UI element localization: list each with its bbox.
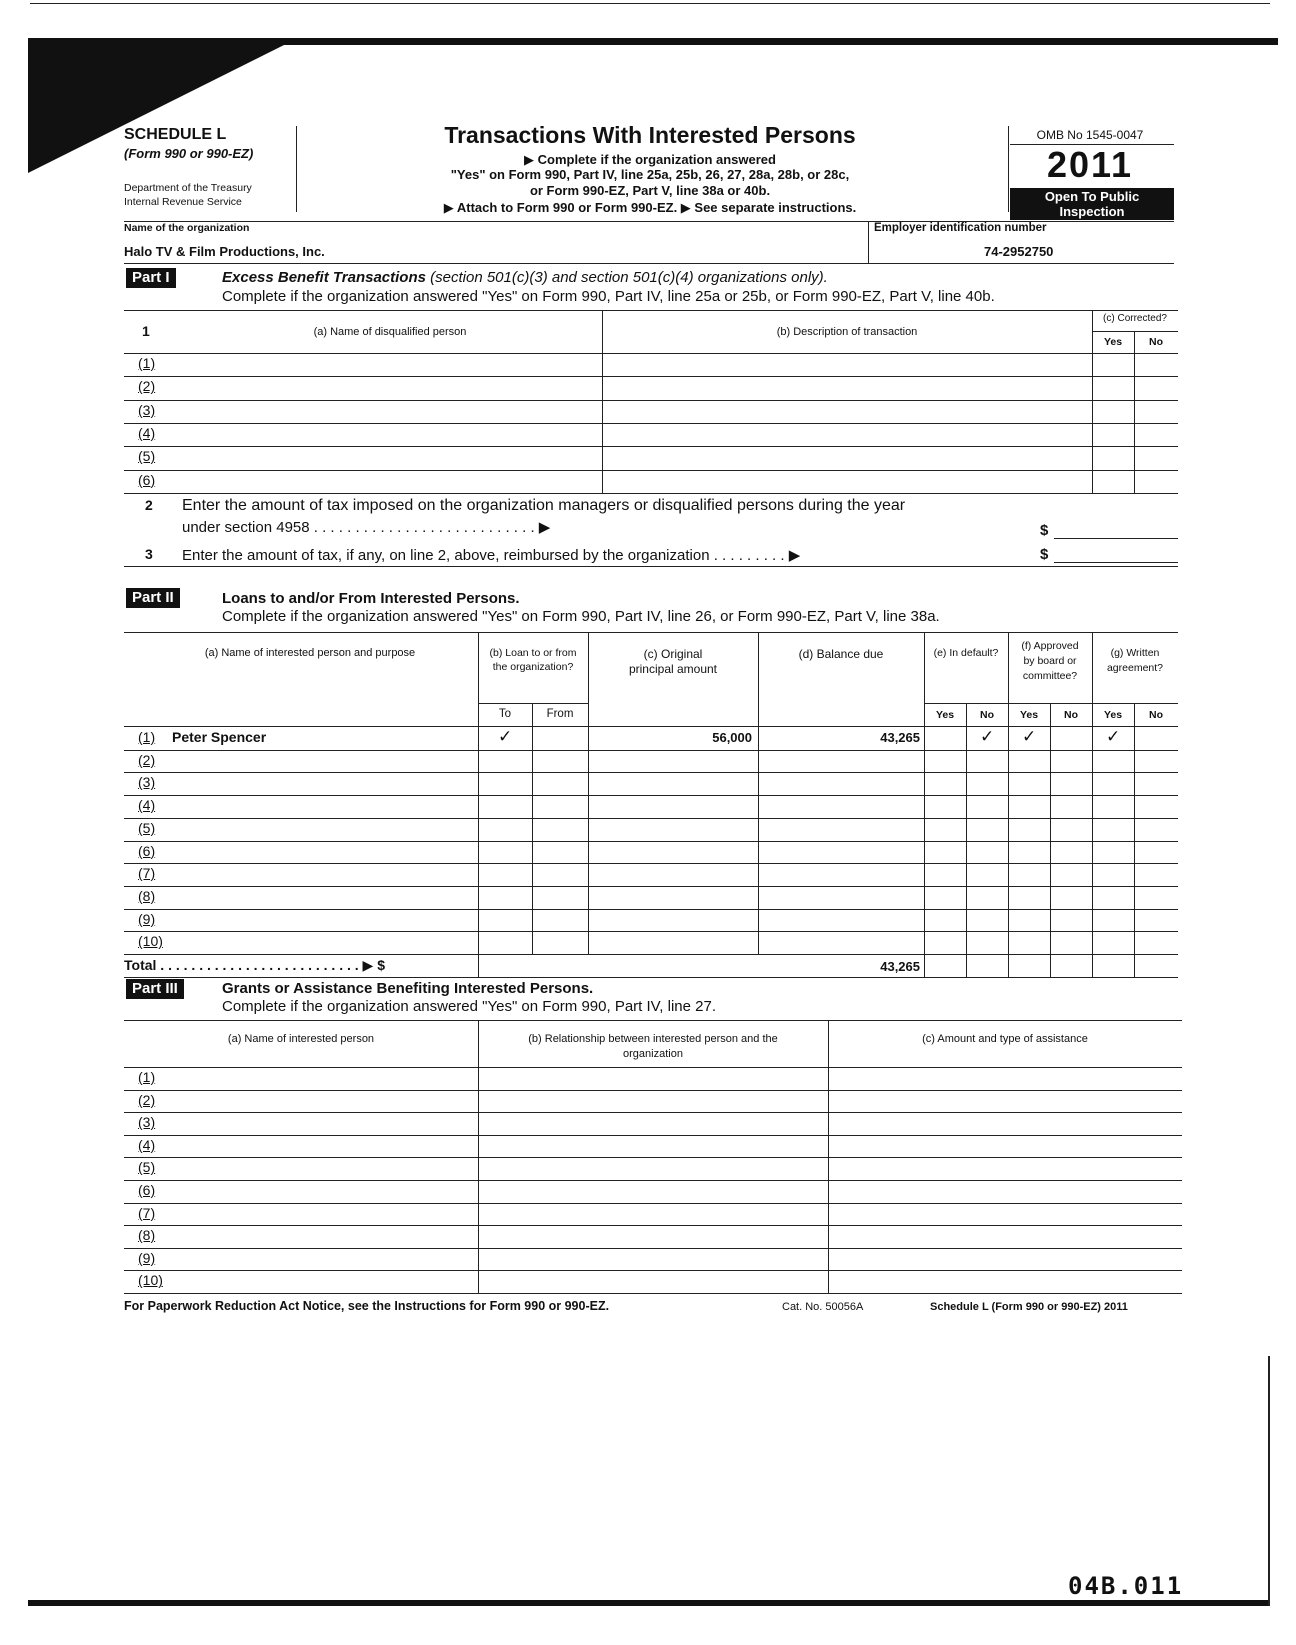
part2-row-number: (9) [138, 910, 156, 927]
part2-total-label: Total . . . . . . . . . . . . . . . . . . . . . . . . . . ▶ $ [124, 957, 385, 973]
part1-row-line[interactable] [124, 446, 1178, 447]
part1-line-3-text: Enter the amount of tax, if any, on line 2, above, reimbursed by the organization . . . . . . . . . ▶ [182, 547, 801, 564]
omb-number: OMB No 1545-0047 [1036, 128, 1144, 142]
part2-vline-c [588, 632, 589, 954]
part2-vline-f-no [1050, 703, 1051, 977]
part2-total-bottom [124, 977, 1178, 978]
part2-row-line[interactable] [124, 909, 1178, 910]
part2-row-number: (8) [138, 887, 156, 904]
part3-row-number: (8) [138, 1227, 156, 1244]
part3-row-line[interactable] [124, 1293, 1182, 1294]
part2-to-header: To [498, 708, 512, 720]
part1-col-c-header: (c) Corrected? [1103, 313, 1167, 324]
part2-row-line[interactable] [124, 863, 1178, 864]
part2-row-number: (6) [138, 842, 156, 859]
part3-row-line[interactable] [124, 1225, 1182, 1226]
part1-line-3-dollar: $ [1040, 546, 1049, 563]
part1-col-c-split [1092, 331, 1178, 332]
part2-row-number: (7) [138, 865, 156, 882]
part2-g-yes-header: Yes [1103, 709, 1123, 721]
part1-line-2-dollar: $ [1040, 522, 1049, 539]
header-left-divider [296, 126, 297, 212]
footer-paperwork-notice: For Paperwork Reduction Act Notice, see the Instructions for Form 990 or 990-EZ. [124, 1299, 610, 1313]
part3-row-line[interactable] [124, 1203, 1182, 1204]
part1-row-number: (2) [138, 378, 156, 395]
part2-row-line[interactable] [124, 795, 1178, 796]
part2-col-f-header-2: by board or [1023, 655, 1077, 667]
part2-subheader-rule-right [924, 703, 1178, 704]
part2-row-number: (1) [138, 729, 156, 745]
part2-col-f-header-3: committee? [1022, 670, 1078, 682]
part1-col-b-header: (b) Description of transaction [776, 326, 918, 338]
part2-header-bottom [124, 726, 1178, 727]
part2-col-c-header-1: (c) Original [643, 647, 703, 661]
part3-row-number: (9) [138, 1249, 156, 1266]
part2-row-line[interactable] [124, 818, 1178, 819]
part1-label: Part I [126, 268, 176, 288]
part2-col-c-header-2: principal amount [628, 662, 718, 676]
part2-row-line[interactable] [124, 772, 1178, 773]
part1-line-2-text: Enter the amount of tax imposed on the organization managers or disqualified persons during the year [182, 497, 906, 514]
part2-vline-g-no [1134, 703, 1135, 977]
part1-line-1-number: 1 [142, 323, 150, 339]
part1-col-a-header: (a) Name of disqualified person [313, 326, 467, 338]
form-title: Transactions With Interested Persons [444, 122, 856, 148]
bottom-stamp: 04B.011 [1068, 1572, 1184, 1600]
part2-col-a-header: (a) Name of interested person and purpose [204, 647, 416, 659]
part1-subtitle: Complete if the organization answered "Yes" on Form 990, Part IV, line 25a or 25b, or Form 990-EZ, Part V, line 40b. [222, 288, 995, 305]
part1-row-number: (1) [138, 355, 156, 371]
part2-col-d-header: (d) Balance due [798, 647, 884, 661]
header-right-divider [1008, 126, 1009, 212]
org-row-bottom [124, 263, 1174, 264]
part2-row1-default-no-check[interactable]: ✓ [980, 727, 995, 746]
part1-title: Excess Benefit Transactions [222, 269, 426, 286]
part2-row-number: (5) [138, 819, 156, 836]
instruction-line-2: "Yes" on Form 990, Part IV, line 25a, 25b, 26, 27, 28a, 28b, or 28c, [450, 167, 850, 182]
part3-row-number: (2) [138, 1091, 156, 1108]
part3-row-line[interactable] [124, 1135, 1182, 1136]
part2-col-b-header-1: (b) Loan to or from [489, 647, 577, 659]
part1-line-2-text-b: under section 4958 . . . . . . . . . . . . . . . . . . . . . . . . . . . ▶ [182, 519, 551, 536]
part3-col-b-header-2: organization [623, 1048, 683, 1060]
tax-year: 2011 [1046, 144, 1134, 185]
part1-row-number: (5) [138, 448, 156, 465]
right-scan-edge [1268, 1356, 1270, 1606]
part3-row-line[interactable] [124, 1112, 1182, 1113]
part3-title: Grants or Assistance Benefiting Interested Persons. [222, 980, 594, 997]
part2-col-g-header-1: (g) Written [1110, 647, 1160, 659]
part2-row1-balance: 43,265 [880, 730, 920, 745]
part3-vline-b [478, 1020, 479, 1293]
part2-subheader-rule [478, 703, 588, 704]
part2-label: Part II [126, 588, 180, 608]
part2-subtitle: Complete if the organization answered "Yes" on Form 990, Part IV, line 26, or Form 990-EZ, Part V, line 38a. [222, 608, 940, 625]
part3-row-line[interactable] [124, 1180, 1182, 1181]
department-line-2: Internal Revenue Service [124, 196, 242, 208]
part1-row-line[interactable] [124, 470, 1178, 471]
part3-col-a-header: (a) Name of interested person [227, 1033, 375, 1045]
part2-row-number: (4) [138, 797, 156, 814]
part3-top-rule [124, 1020, 1182, 1021]
part2-vline-from [532, 703, 533, 954]
part2-row1-to-check[interactable]: ✓ [498, 727, 513, 746]
part2-row-number: (2) [138, 751, 156, 768]
part1-vline-no [1134, 331, 1135, 493]
part2-vline-g [1092, 632, 1093, 977]
part2-col-g-header-2: agreement? [1106, 662, 1164, 674]
part1-row-number: (6) [138, 471, 156, 488]
part3-row-number: (3) [138, 1114, 156, 1131]
ein-divider [868, 221, 869, 263]
part2-title: Loans to and/or From Interested Persons. [222, 590, 520, 607]
part3-row-number: (5) [138, 1159, 156, 1176]
footer-cat-number: Cat. No. 50056A [782, 1301, 864, 1313]
part3-row-line[interactable] [124, 1248, 1182, 1249]
part3-row-line[interactable] [124, 1090, 1182, 1091]
part1-no-header: No [1149, 336, 1163, 348]
part2-f-no-header: No [1064, 709, 1078, 721]
part3-row-line[interactable] [124, 1270, 1182, 1271]
part3-header-bottom [124, 1067, 1182, 1068]
org-name-value: Halo TV & Film Productions, Inc. [124, 244, 325, 259]
org-name-label: Name of the organization [124, 222, 250, 234]
part3-col-c-header: (c) Amount and type of assistance [922, 1033, 1088, 1045]
schedule-label: SCHEDULE L [124, 126, 227, 143]
part3-row-number: (4) [138, 1136, 156, 1153]
part2-vline-d [758, 632, 759, 954]
part1-row-number: (4) [138, 424, 156, 441]
part1-line-2-number: 2 [145, 497, 153, 513]
top-scan-line [30, 3, 1270, 4]
part1-bottom-rule [124, 566, 1178, 567]
part2-row-line[interactable] [124, 886, 1178, 887]
open-to-public-line-2: Inspection [1059, 204, 1125, 219]
part3-subtitle: Complete if the organization answered "Yes" on Form 990, Part IV, line 27. [222, 998, 716, 1015]
instruction-line-1: ▶ Complete if the organization answered [524, 152, 776, 167]
part1-row-line[interactable] [124, 376, 1178, 377]
bottom-border-bar [28, 1600, 1268, 1606]
instruction-line-4: ▶ Attach to Form 990 or Form 990-EZ. ▶ See separate instructions. [443, 200, 857, 215]
part1-line-3-input[interactable] [1054, 562, 1178, 563]
part2-col-f-header-1: (f) Approved [1021, 640, 1079, 652]
part3-row-number: (1) [138, 1069, 156, 1085]
part2-vline-e-no [966, 703, 967, 977]
part1-vline-c [1092, 310, 1093, 493]
part2-row-number: (10) [138, 933, 163, 950]
part2-row1-original: 56,000 [712, 730, 752, 745]
part2-e-no-header: No [980, 709, 994, 721]
part3-row-number: (7) [138, 1204, 156, 1221]
part1-vline-b [602, 310, 603, 493]
part2-row1-approved-yes-check[interactable]: ✓ [1022, 727, 1037, 746]
part2-row-line[interactable] [124, 841, 1178, 842]
part1-yes-header: Yes [1103, 336, 1123, 348]
part1-line-3-number: 3 [145, 546, 153, 562]
part2-row-line[interactable] [124, 954, 1178, 955]
part1-top-rule [124, 310, 1178, 311]
part2-vline-e [924, 632, 925, 977]
part1-row-line[interactable] [124, 423, 1178, 424]
part2-row1-name: Peter Spencer [172, 729, 267, 745]
part2-f-yes-header: Yes [1019, 709, 1039, 721]
part2-g-no-header: No [1149, 709, 1163, 721]
part2-row-line[interactable] [124, 931, 1178, 932]
part1-row-line[interactable] [124, 493, 1178, 494]
part3-row-number: (10) [138, 1272, 163, 1289]
part2-total-value: 43,265 [880, 959, 920, 974]
part2-e-yes-header: Yes [935, 709, 955, 721]
part2-row1-written-yes-check[interactable]: ✓ [1106, 727, 1121, 746]
part1-row-number: (3) [138, 401, 156, 418]
footer-schedule-ref: Schedule L (Form 990 or 990-EZ) 2011 [930, 1301, 1128, 1313]
part3-label: Part III [126, 979, 184, 999]
part3-row-line[interactable] [124, 1157, 1182, 1158]
part2-col-e-header: (e) In default? [933, 647, 999, 659]
part2-vline-b [478, 632, 479, 977]
part2-row-line[interactable] [124, 750, 1178, 751]
instruction-line-3: or Form 990-EZ, Part V, line 38a or 40b. [529, 183, 771, 198]
part3-col-b-header-1: (b) Relationship between interested person and the [528, 1033, 778, 1045]
part1-header-bottom [124, 353, 1178, 354]
part3-row-number: (6) [138, 1182, 156, 1198]
part2-col-b-header-2: the organization? [492, 661, 574, 673]
department-line-1: Department of the Treasury [124, 182, 252, 194]
ein-value: 74-2952750 [984, 244, 1054, 259]
ein-label: Employer identification number [874, 222, 1047, 234]
part2-from-header: From [546, 708, 574, 720]
part1-title-rest: (section 501(c)(3) and section 501(c)(4) organizations only). [425, 269, 828, 286]
part2-vline-f [1008, 632, 1009, 977]
form-reference: (Form 990 or 990-EZ) [124, 146, 254, 161]
part1-line-2-input[interactable] [1054, 538, 1178, 539]
open-to-public-line-1: Open To Public [1044, 189, 1140, 204]
part3-vline-c [828, 1020, 829, 1293]
part2-row-number: (3) [138, 774, 156, 791]
part2-top-rule [124, 632, 1178, 633]
part1-title-line [222, 269, 828, 286]
part1-row-line[interactable] [124, 400, 1178, 401]
